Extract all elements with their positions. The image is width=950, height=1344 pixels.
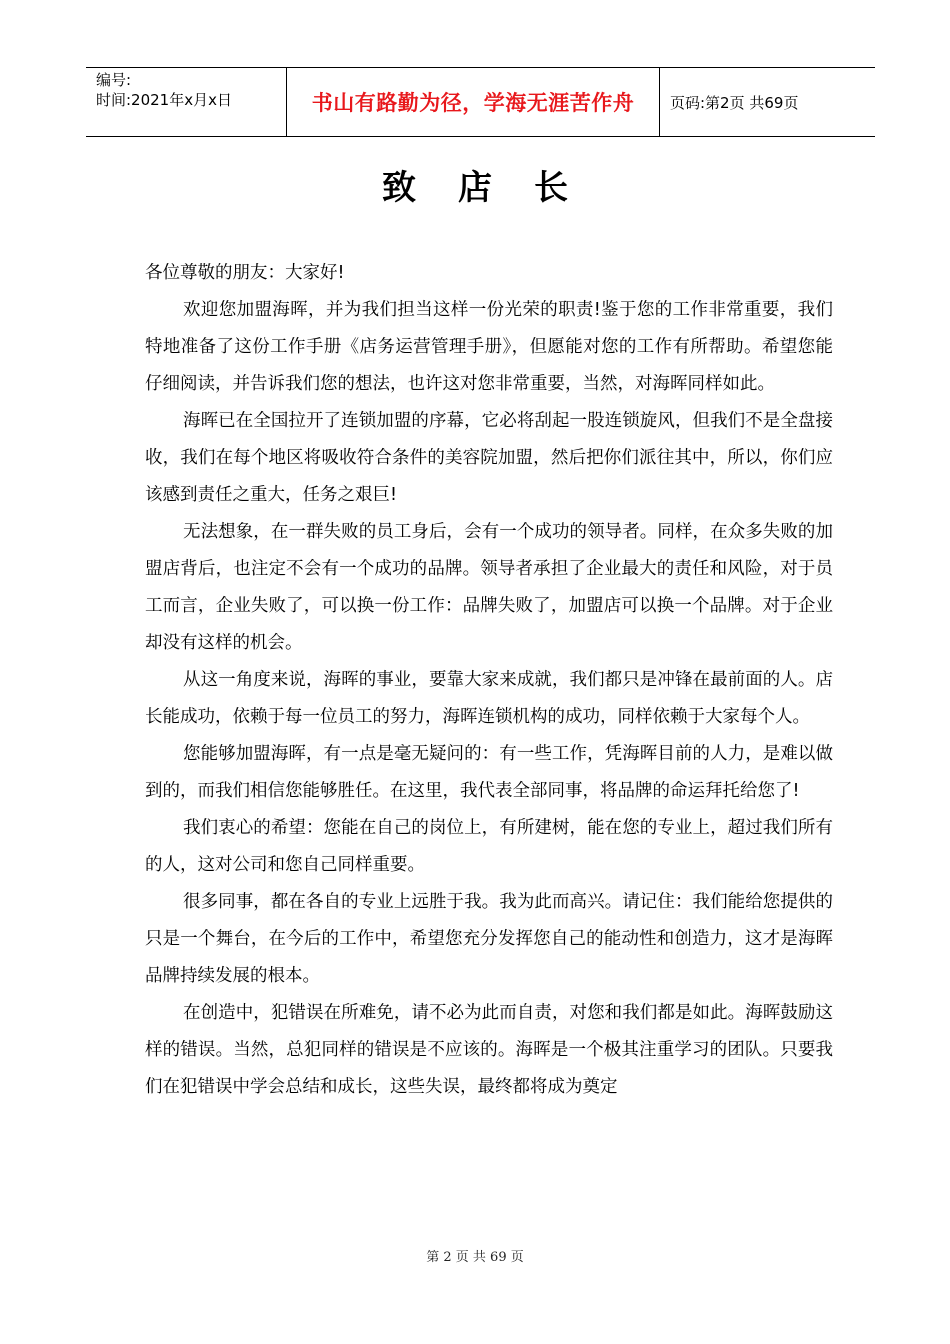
paragraph: 很多同事，都在各自的专业上远胜于我。我为此而高兴。请记住：我们能给您提供的只是一个舞台，在今后的工作中，希望您充分发挥您自己的能动性和创造力，这才是海晖品牌持续发展的根本。 xyxy=(145,892,833,986)
page-footer: 第 2 页 共 69 页 xyxy=(426,1250,524,1265)
paragraph: 海晖已在全国拉开了连锁加盟的序幕，它必将刮起一股连锁旋风，但我们不是全盘接收，我们在每个地区将吸收符合条件的美容院加盟，然后把你们派往其中，所以，你们应该感到责任之重大，任务之艰巨! xyxy=(145,411,833,505)
number-label: 编号: xyxy=(96,71,132,89)
paragraph: 我们衷心的希望：您能在自己的岗位上，有所建树，能在您的专业上，超过我们所有的人，这对公司和您自己同样重要。 xyxy=(145,818,833,875)
letter-body xyxy=(145,255,833,1106)
paragraph: 在创造中，犯错误在所难免，请不必为此而自责，对您和我们都是如此。海晖鼓励这样的错误。当然，总犯同样的错误是不应该的。海晖是一个极其注重学习的团队。只要我们在犯错误中学会总结和成长，这些失误，最终都将成为奠定 xyxy=(145,1003,833,1097)
page-title xyxy=(0,160,950,209)
page-title-text: 致店长 xyxy=(382,168,610,208)
paragraph: 欢迎您加盟海晖，并为我们担当这样一份光荣的职责!鉴于您的工作非常重要，我们特地准备了这份工作手册《店务运营管理手册》，但愿能对您的工作有所帮助。希望您能仔细阅读，并告诉我们您的想法，也许这对您非常重要，当然，对海晖同样如此。 xyxy=(145,300,833,394)
motto-text: 书山有路勤为径，学海无涯苦作舟 xyxy=(311,90,635,115)
paragraph: 您能够加盟海晖，有一点是毫无疑问的：有一些工作，凭海晖目前的人力，是难以做到的，而我们相信您能够胜任。在这里，我代表全部同事，将品牌的命运拜托给您了! xyxy=(145,744,833,801)
header-meta-cell xyxy=(86,68,287,136)
time-label: 时间:2021年x月x日 xyxy=(96,91,232,109)
header-motto-cell xyxy=(287,68,660,136)
page-code: 页码:第2页 共69页 xyxy=(670,93,799,112)
paragraph: 无法想象，在一群失败的员工身后，会有一个成功的领导者。同样，在众多失败的加盟店背后，也注定不会有一个成功的品牌。领导者承担了企业最大的责任和风险，对于员工而言，企业失败了，可以换一份工作：品牌失败了，加盟店可以换一个品牌。对于企业却没有这样的机会。 xyxy=(145,522,833,653)
greeting: 各位尊敬的朋友：大家好! xyxy=(145,263,345,283)
paragraph: 从这一角度来说，海晖的事业，要靠大家来成就，我们都只是冲锋在最前面的人。店长能成功，依赖于每一位员工的努力，海晖连锁机构的成功，同样依赖于大家每个人。 xyxy=(145,670,833,727)
header-table xyxy=(86,67,875,137)
